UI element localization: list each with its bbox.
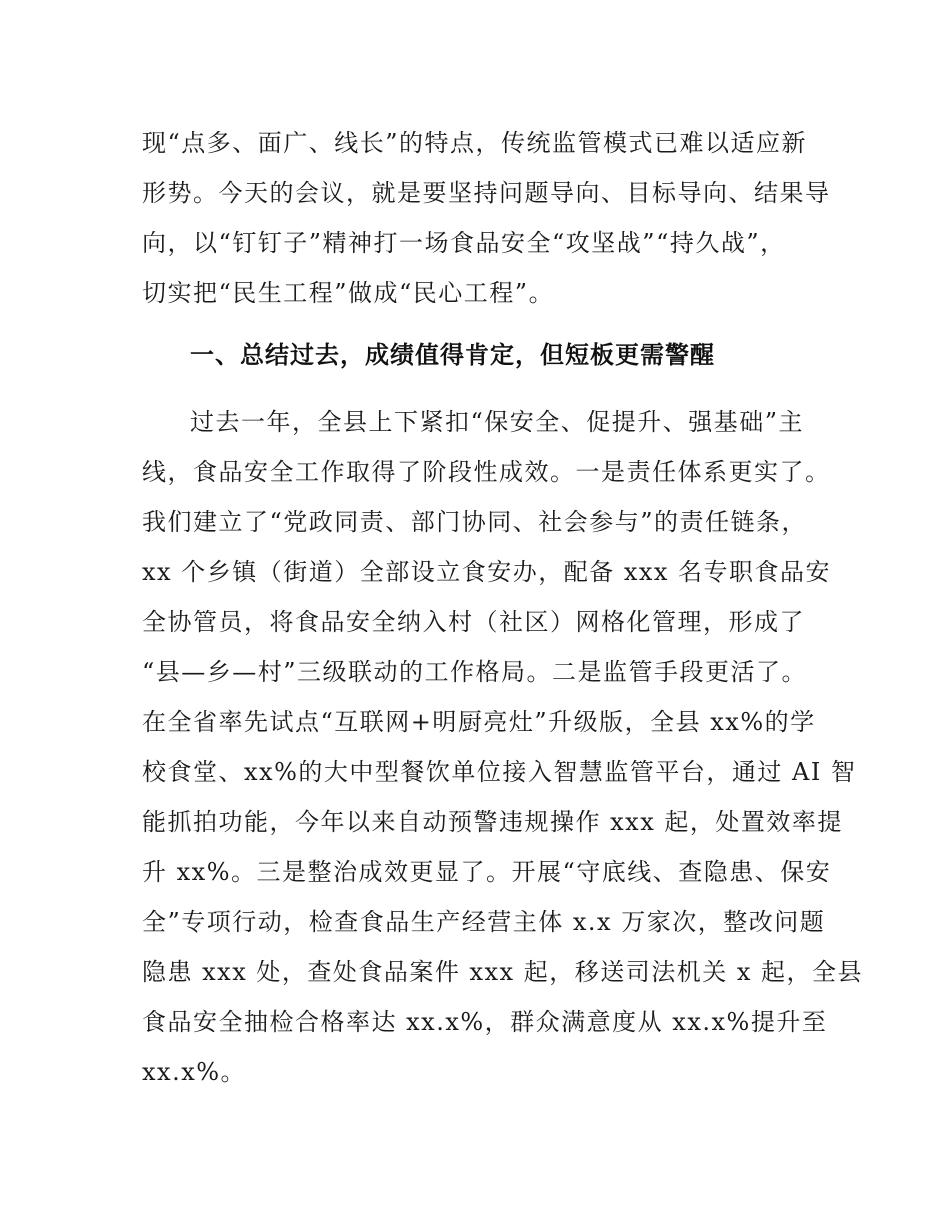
- body-line-4: xx 个乡镇（街道）全部设立食安办，配备 xxx 名专职食品安: [142, 558, 832, 586]
- body-line-2: 线，食品安全工作取得了阶段性成效。一是责任体系更实了。: [142, 458, 831, 486]
- intro-line-1: 现“点多、面广、线长”的特点，传统监管模式已难以适应新: [142, 129, 808, 157]
- body-line-12: 隐患 xxx 处，查处食品案件 xxx 起，移送司法机关 x 起，全县: [142, 958, 864, 986]
- body-line-9: 能抓拍功能，今年以来自动预警违规操作 xxx 起，处置效率提: [142, 808, 843, 836]
- body-line-6: “县—乡—村”三级联动的工作格局。二是监管手段更活了。: [142, 658, 808, 686]
- body-line-7: 在全省率先试点“互联网+明厨亮灶”升级版，全县 xx%的学: [142, 708, 816, 736]
- body-line-5: 全协管员，将食品安全纳入村（社区）网格化管理，形成了: [142, 608, 805, 636]
- body-line-10: 升 xx%。三是整治成效更显了。开展“守底线、查隐患、保安: [142, 858, 832, 886]
- body-line-11: 全”专项行动，检查食品生产经营主体 x.x 万家次，整改问题: [142, 908, 826, 936]
- body-line-3: 我们建立了“党政同责、部门协同、社会参与”的责任链条，: [142, 508, 808, 536]
- body-line-8: 校食堂、xx%的大中型餐饮单位接入智慧监管平台，通过 AI 智: [142, 758, 857, 786]
- body-line-1: 过去一年，全县上下紧扣“保安全、促提升、强基础”主: [190, 408, 805, 436]
- body-line-13: 食品安全抽检合格率达 xx.x%，群众满意度从 xx.x%提升至: [142, 1008, 828, 1036]
- section-heading: 一、总结过去，成绩值得肯定，但短板更需警醒: [190, 341, 715, 369]
- intro-line-3: 向，以“钉钉子”精神打一场食品安全“攻坚战”“持久战”，: [142, 229, 786, 257]
- intro-line-4: 切实把“民生工程”做成“民心工程”。: [142, 279, 555, 307]
- intro-line-2: 形势。今天的会议，就是要坚持问题导向、目标导向、结果导: [142, 179, 831, 207]
- body-line-14: xx.x%。: [142, 1058, 247, 1086]
